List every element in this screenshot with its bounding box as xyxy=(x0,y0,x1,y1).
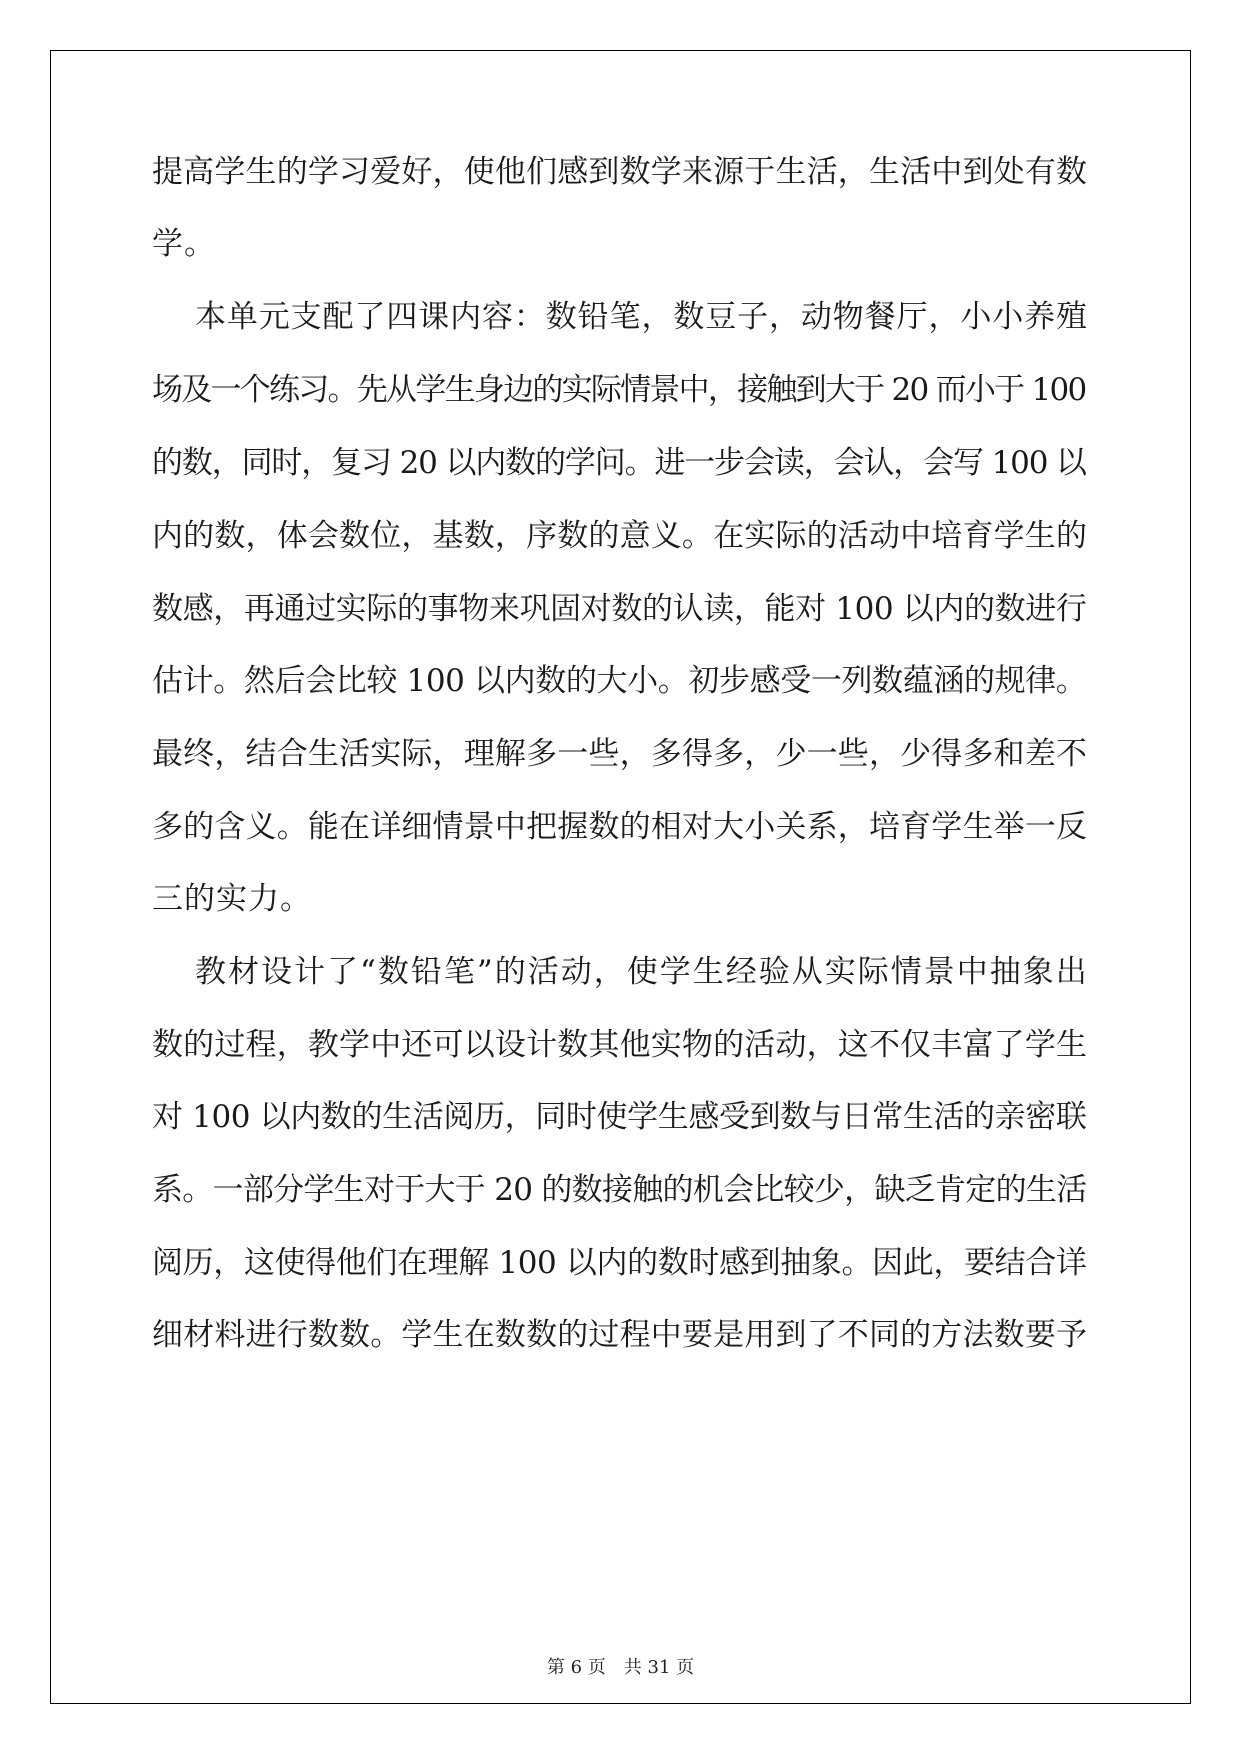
text-line: 数的过程，教学中还可以设计数其他实物的活动，这不仅丰富了学生 xyxy=(152,1027,1088,1063)
text-line: 阅历，这使得他们在理解 100 以内的数时感到抽象。因此，要结合详 xyxy=(152,1245,1087,1281)
page-number: 第 6 页 xyxy=(546,1657,606,1678)
text-line: 的数，同时，复习 20 以内数的学问。进一步会读，会认，会写 100 以 xyxy=(152,445,1086,481)
page-footer xyxy=(0,1656,1241,1680)
text-line: 三的实力。 xyxy=(152,881,312,917)
text-line: 估计。然后会比较 100 以内数的大小。初步感受一列数蕴涵的规律。 xyxy=(152,663,1087,699)
paragraph-first-line: 教材设计了“数铅笔”的活动，使学生经验从实际情景中抽象出 xyxy=(195,954,1089,990)
text-line: 系。一部分学生对于大于 20 的数接触的机会比较少，缺乏肯定的生活 xyxy=(152,1172,1087,1208)
text-line: 细材料进行数数。学生在数数的过程中要是用到了不同的方法数要予 xyxy=(152,1317,1088,1353)
text-line: 场及一个练习。先从学生身边的实际情景中，接触到大于 20 而小于 100 xyxy=(152,372,1086,408)
paragraph-first-line: 本单元支配了四课内容：数铅笔，数豆子，动物餐厅，小小养殖 xyxy=(195,299,1088,335)
text-line: 多的含义。能在详细情景中把握数的相对大小关系，培育学生举一反 xyxy=(152,809,1088,845)
text-line: 学。 xyxy=(152,226,216,262)
text-line: 提高学生的学习爱好，使他们感到数学来源于生活，生活中到处有数 xyxy=(152,154,1088,190)
text-line: 内的数，体会数位，基数，序数的意义。在实际的活动中培育学生的 xyxy=(152,518,1088,554)
text-line: 数感，再通过实际的事物来巩固对数的认读，能对 100 以内的数进行 xyxy=(152,591,1087,627)
page-total: 共 31 页 xyxy=(623,1657,695,1678)
text-line: 最终，结合生活实际，理解多一些，多得多，少一些，少得多和差不 xyxy=(152,736,1088,772)
text-line: 对 100 以内数的生活阅历，同时使学生感受到数与日常生活的亲密联 xyxy=(152,1099,1087,1135)
